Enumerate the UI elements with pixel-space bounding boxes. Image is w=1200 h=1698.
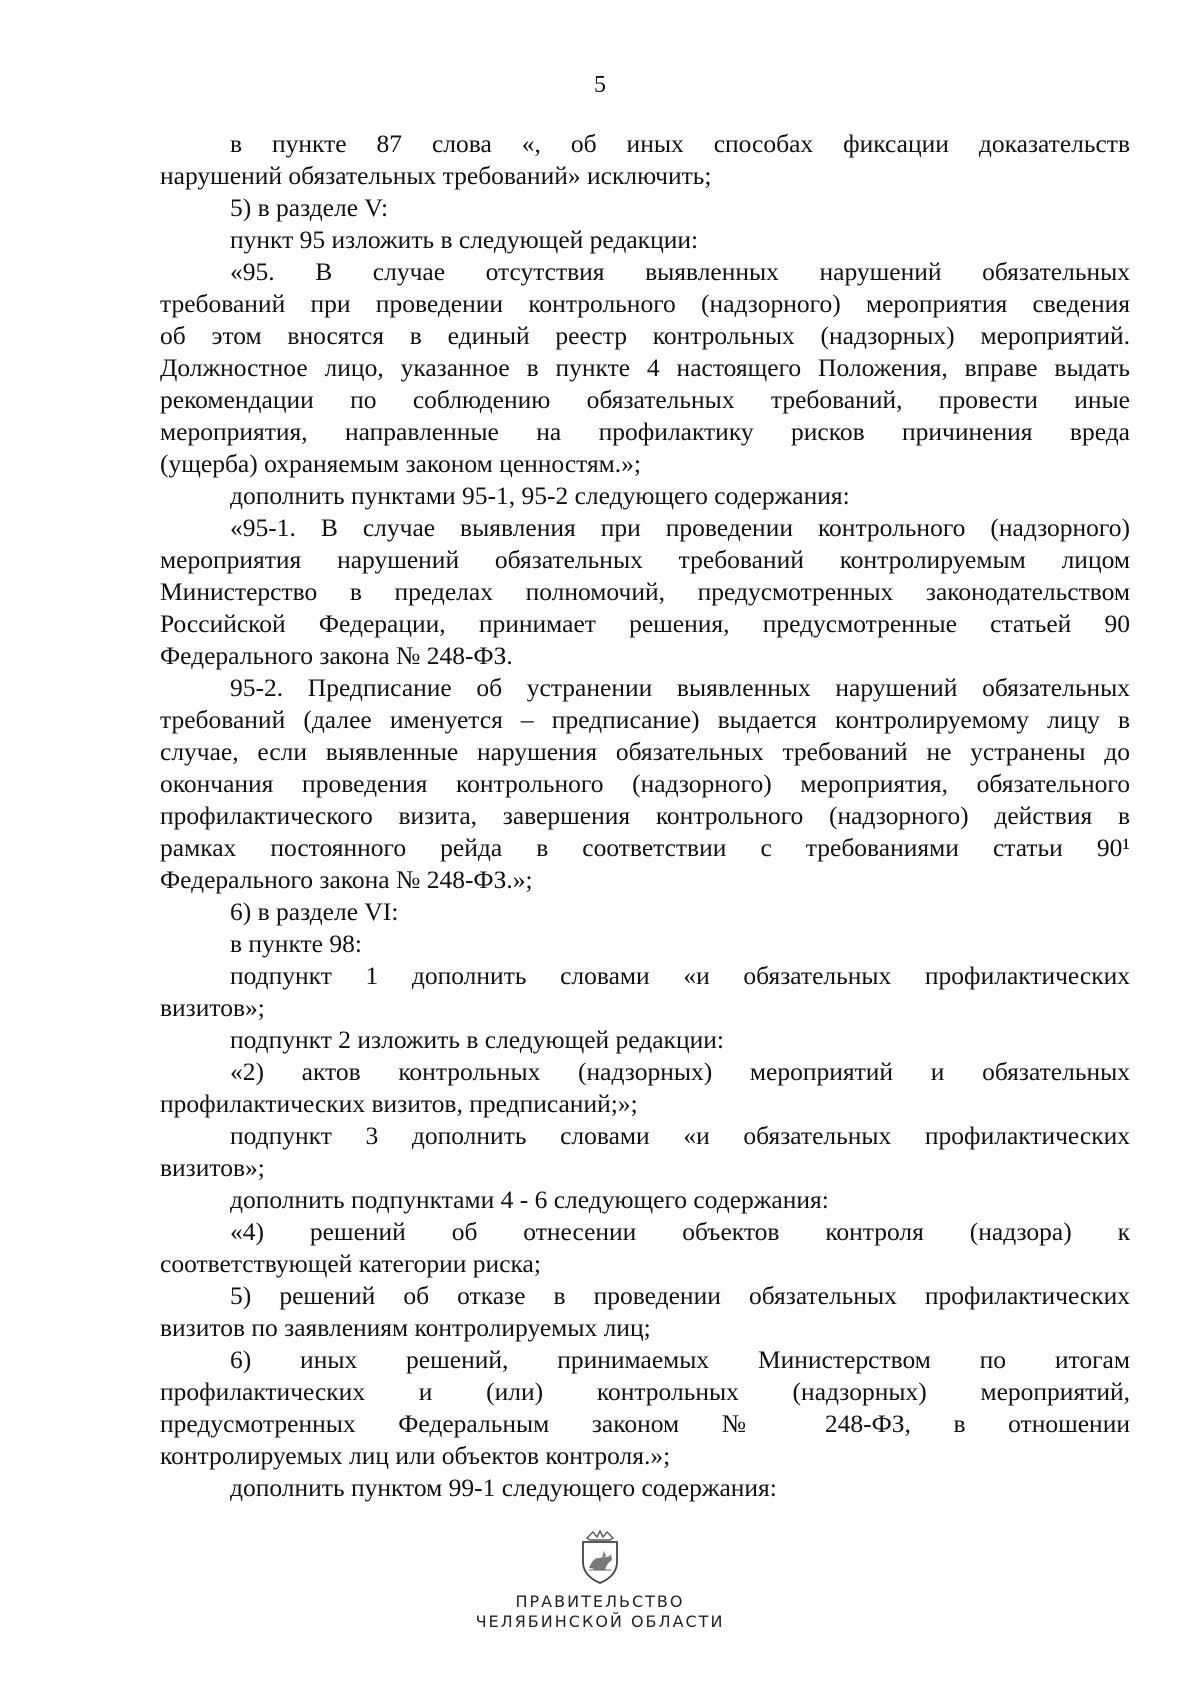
- text-line: подпункт 3 дополнить словами «и обязательных профилактических: [230, 1121, 1130, 1150]
- text-line: 6) иных решений, принимаемых Министерством по итогам: [230, 1345, 1130, 1374]
- text-line: окончания проведения контрольного (надзорного) мероприятия, обязательного: [160, 769, 1130, 798]
- text-line: 95-2. Предписание об устранении выявленных нарушений обязательных: [230, 673, 1130, 702]
- text-line: визитов»;: [160, 1153, 265, 1182]
- coat-of-arms-icon: [577, 1530, 623, 1584]
- text-line: «95-1. В случае выявления при проведении контрольного (надзорного): [230, 513, 1130, 542]
- text-line: соответствующей категории риска;: [160, 1249, 541, 1278]
- text-line: пункт 95 изложить в следующей редакции:: [230, 225, 699, 254]
- text-line: профилактического визита, завершения контрольного (надзорного) действия в: [160, 801, 1130, 830]
- text-line: требований (далее именуется – предписание) выдается контролируемому лицу в: [160, 705, 1130, 734]
- text-line: дополнить подпунктами 4 - 6 следующего содержания:: [230, 1185, 829, 1214]
- text-line: Должностное лицо, указанное в пункте 4 настоящего Положения, вправе выдать: [160, 353, 1130, 382]
- text-line: рекомендации по соблюдению обязательных требований, провести иные: [160, 385, 1130, 414]
- text-line: дополнить пунктами 95-1, 95-2 следующего содержания:: [230, 481, 850, 510]
- text-line: мероприятия, направленные на профилактику рисков причинения вреда: [160, 417, 1130, 446]
- text-line: подпункт 1 дополнить словами «и обязательных профилактических: [230, 961, 1130, 990]
- text-line: визитов по заявлениям контролируемых лиц;: [160, 1313, 651, 1342]
- text-line: Федерального закона № 248-ФЗ.: [160, 641, 513, 670]
- government-seal: [0, 1530, 1200, 1632]
- text-line: нарушений обязательных требований» исключить;: [160, 161, 712, 190]
- text-line: профилактических и (или) контрольных (надзорных) мероприятий,: [160, 1377, 1130, 1406]
- document-body: [160, 128, 1130, 1504]
- text-line: подпункт 2 изложить в следующей редакции:: [230, 1025, 724, 1054]
- text-line: (ущерба) охраняемым законом ценностям.»;: [160, 449, 642, 478]
- text-line: требований при проведении контрольного (надзорного) мероприятия сведения: [160, 289, 1130, 318]
- text-line: 6) в разделе VI:: [230, 897, 399, 926]
- text-line: 5) решений об отказе в проведении обязательных профилактических: [230, 1281, 1130, 1310]
- text-line: 5) в разделе V:: [230, 193, 389, 222]
- text-line: «95. В случае отсутствия выявленных нарушений обязательных: [230, 257, 1130, 286]
- page-number: 5: [594, 72, 606, 98]
- text-line: рамках постоянного рейда в соответствии с требованиями статьи 90¹: [160, 833, 1130, 862]
- text-line: профилактических визитов, предписаний;»;: [160, 1089, 638, 1118]
- text-line: контролируемых лиц или объектов контроля.»;: [160, 1441, 671, 1470]
- text-line: в пункте 87 слова «, об иных способах фиксации доказательств: [230, 129, 1130, 158]
- text-line: случае, если выявленные нарушения обязательных требований не устранены до: [160, 737, 1130, 766]
- text-line: Министерство в пределах полномочий, предусмотренных законодательством: [160, 577, 1130, 606]
- text-line: в пункте 98:: [230, 929, 362, 958]
- text-line: дополнить пунктом 99-1 следующего содержания:: [230, 1473, 777, 1502]
- seal-line: ПРАВИТЕЛЬСТВО: [515, 1592, 685, 1611]
- text-line: мероприятия нарушений обязательных требований контролируемым лицом: [160, 545, 1130, 574]
- text-line: об этом вносятся в единый реестр контрольных (надзорных) мероприятий.: [160, 321, 1130, 350]
- seal-line: ЧЕЛЯБИНСКОЙ ОБЛАСТИ: [475, 1612, 725, 1631]
- text-line: «4) решений об отнесении объектов контроля (надзора) к: [230, 1217, 1130, 1246]
- text-line: Российской Федерации, принимает решения, предусмотренные статьей 90: [160, 609, 1130, 638]
- text-line: «2) актов контрольных (надзорных) мероприятий и обязательных: [230, 1057, 1130, 1086]
- text-line: Федерального закона № 248-ФЗ.»;: [160, 865, 533, 894]
- text-line: предусмотренных Федеральным законом № 248-ФЗ, в отношении: [160, 1409, 1130, 1438]
- text-line: визитов»;: [160, 993, 265, 1022]
